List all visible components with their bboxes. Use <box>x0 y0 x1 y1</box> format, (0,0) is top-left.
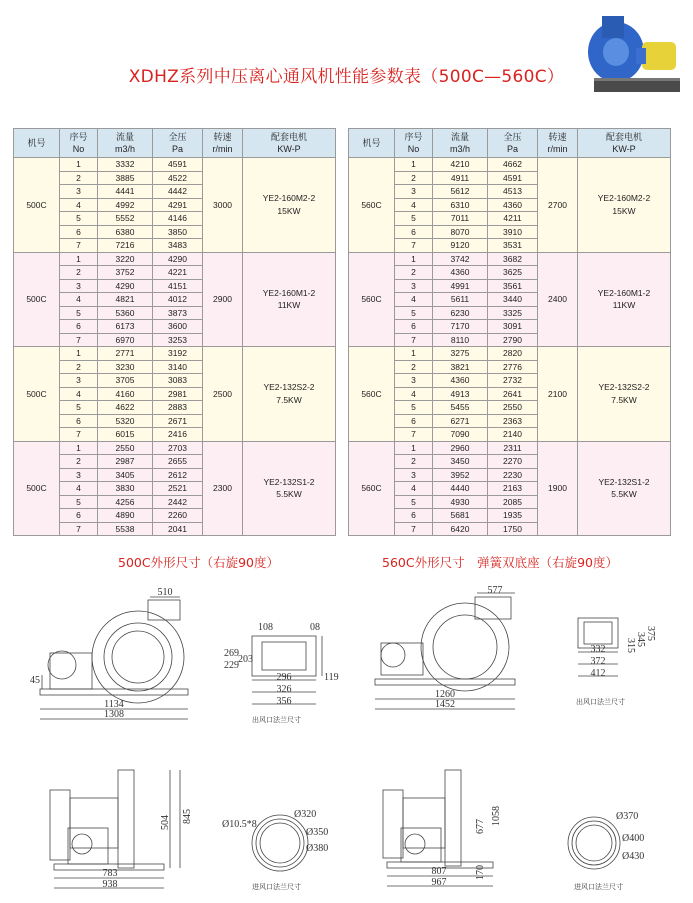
speed-cell: 2400 <box>538 252 578 347</box>
motor-power: 5.5KW <box>276 489 302 500</box>
header-no: 序号 No <box>60 129 98 158</box>
flow-cell: 4256 <box>98 495 153 509</box>
dim-500-08: 08 <box>310 622 320 633</box>
flow-cell: 5455 <box>433 401 488 415</box>
flow-cell: 2960 <box>433 441 488 455</box>
no-cell: 2 <box>395 455 433 469</box>
pressure-cell: 2230 <box>488 468 538 482</box>
flow-cell: 7011 <box>433 212 488 226</box>
no-cell: 6 <box>60 320 98 334</box>
page-title: XDHZ系列中压离心通风机性能参数表（500C—560C） <box>128 67 565 87</box>
dim-500-504: 504 <box>160 815 171 830</box>
machine-cell: 560C <box>349 441 395 536</box>
pressure-cell: 2550 <box>488 401 538 415</box>
motor-power: 11KW <box>277 300 301 311</box>
motor-power: 11KW <box>612 300 636 311</box>
flow-cell: 5538 <box>98 522 153 536</box>
pressure-cell: 4442 <box>153 185 203 199</box>
no-cell: 4 <box>60 482 98 496</box>
speed-cell: 2100 <box>538 347 578 442</box>
flow-cell: 7216 <box>98 239 153 253</box>
table-row <box>349 252 671 266</box>
flow-cell: 4360 <box>433 374 488 388</box>
dim-500-108: 108 <box>258 622 273 633</box>
table-body-left <box>14 158 336 536</box>
pressure-cell: 3625 <box>488 266 538 280</box>
drawing-560c-outlet-flange <box>568 612 688 712</box>
pressure-cell: 2416 <box>153 428 203 442</box>
flow-cell: 7170 <box>433 320 488 334</box>
flow-cell: 2987 <box>98 455 153 469</box>
no-cell: 4 <box>60 198 98 212</box>
dim-500-119: 119 <box>324 672 339 683</box>
no-cell: 3 <box>395 374 433 388</box>
dim-560-372: 372 <box>590 656 606 667</box>
no-cell: 6 <box>60 509 98 523</box>
label-560-outlet: 出风口法兰尺寸 <box>576 698 625 706</box>
label-500-outlet: 出风口法兰尺寸 <box>252 716 301 724</box>
no-cell: 4 <box>395 293 433 307</box>
pressure-cell: 2311 <box>488 441 538 455</box>
pressure-cell: 3910 <box>488 225 538 239</box>
pressure-cell: 3253 <box>153 333 203 347</box>
header-pressure: 全压 Pa <box>153 129 203 158</box>
flow-cell: 4991 <box>433 279 488 293</box>
pressure-cell: 2671 <box>153 414 203 428</box>
no-cell: 1 <box>60 347 98 361</box>
pressure-cell: 2140 <box>488 428 538 442</box>
flow-cell: 4821 <box>98 293 153 307</box>
pressure-cell: 4151 <box>153 279 203 293</box>
pressure-cell: 4291 <box>153 198 203 212</box>
dim-560-315: 315 <box>625 638 636 653</box>
table-row <box>14 347 336 361</box>
machine-cell: 500C <box>14 158 60 253</box>
motor-power: 7.5KW <box>276 394 302 405</box>
no-cell: 3 <box>395 185 433 199</box>
no-cell: 6 <box>60 414 98 428</box>
flow-cell: 4911 <box>433 171 488 185</box>
no-cell: 5 <box>60 306 98 320</box>
pressure-cell: 3192 <box>153 347 203 361</box>
no-cell: 6 <box>395 225 433 239</box>
flow-cell: 6970 <box>98 333 153 347</box>
flow-cell: 6230 <box>433 306 488 320</box>
no-cell: 1 <box>60 158 98 172</box>
pressure-cell: 4221 <box>153 266 203 280</box>
drawing-560c-side <box>375 768 530 893</box>
pressure-cell: 2085 <box>488 495 538 509</box>
no-cell: 5 <box>60 401 98 415</box>
motor-model: YE2-160M2-2 <box>262 193 316 204</box>
no-cell: 3 <box>395 468 433 482</box>
dim-500-326: 326 <box>276 684 292 695</box>
flow-cell: 3405 <box>98 468 153 482</box>
header-flow: 流量 m3/h <box>98 129 153 158</box>
pressure-cell: 3440 <box>488 293 538 307</box>
dim-500-1308: 1308 <box>104 709 124 720</box>
drawing-500c-outlet-flange <box>222 618 342 728</box>
dim-560-1452: 1452 <box>435 699 455 710</box>
flow-cell: 5552 <box>98 212 153 226</box>
drawing-500c-front <box>30 585 195 725</box>
pressure-cell: 2270 <box>488 455 538 469</box>
machine-cell: 560C <box>349 252 395 347</box>
no-cell: 5 <box>395 306 433 320</box>
pressure-cell: 3682 <box>488 252 538 266</box>
pressure-cell: 2363 <box>488 414 538 428</box>
flow-cell: 6310 <box>433 198 488 212</box>
pressure-cell: 3561 <box>488 279 538 293</box>
no-cell: 2 <box>395 266 433 280</box>
dim-500-938: 938 <box>102 879 118 890</box>
header-speed: 转速 r/min <box>203 129 243 158</box>
motor-cell <box>243 441 336 536</box>
flow-cell: 4890 <box>98 509 153 523</box>
pressure-cell: 4522 <box>153 171 203 185</box>
pressure-cell: 3600 <box>153 320 203 334</box>
pressure-cell: 2442 <box>153 495 203 509</box>
no-cell: 2 <box>60 171 98 185</box>
performance-table-500c <box>13 128 336 536</box>
motor-cell <box>243 158 336 253</box>
no-cell: 6 <box>395 414 433 428</box>
machine-cell: 500C <box>14 252 60 347</box>
drawing-560c-front <box>365 585 530 725</box>
motor-model: YE2-132S2-2 <box>598 382 650 393</box>
flow-cell: 4360 <box>433 266 488 280</box>
pressure-cell: 1935 <box>488 509 538 523</box>
pressure-cell: 4360 <box>488 198 538 212</box>
fan-product-image <box>584 12 684 98</box>
pressure-cell: 4513 <box>488 185 538 199</box>
no-cell: 1 <box>395 158 433 172</box>
motor-cell <box>578 347 671 442</box>
table-row <box>14 158 336 172</box>
flow-cell: 4930 <box>433 495 488 509</box>
pressure-cell: 2820 <box>488 347 538 361</box>
no-cell: 7 <box>395 239 433 253</box>
motor-model: YE2-132S2-2 <box>263 382 315 393</box>
dim-500-d350: Ø350 <box>306 827 329 838</box>
flow-cell: 4210 <box>433 158 488 172</box>
flow-cell: 8110 <box>433 333 488 347</box>
flow-cell: 8070 <box>433 225 488 239</box>
dim-500-d320: Ø320 <box>294 809 317 820</box>
pressure-cell: 2732 <box>488 374 538 388</box>
flow-cell: 6420 <box>433 522 488 536</box>
pressure-cell: 4211 <box>488 212 538 226</box>
motor-cell <box>243 252 336 347</box>
no-cell: 1 <box>60 441 98 455</box>
machine-cell: 560C <box>349 347 395 442</box>
table-row <box>349 158 671 172</box>
flow-cell: 3275 <box>433 347 488 361</box>
dim-500-845: 845 <box>182 809 193 824</box>
dim-560-170: 170 <box>475 865 486 880</box>
flow-cell: 5360 <box>98 306 153 320</box>
table-row <box>14 441 336 455</box>
dim-500-203: 203 <box>238 654 253 665</box>
flow-cell: 5320 <box>98 414 153 428</box>
no-cell: 7 <box>395 428 433 442</box>
no-cell: 4 <box>60 387 98 401</box>
flow-cell: 4992 <box>98 198 153 212</box>
dim-560-412: 412 <box>590 668 606 679</box>
flow-cell: 5681 <box>433 509 488 523</box>
caption-560c: 560C外形尺寸 弹簧双底座（右旋90度） <box>382 555 618 570</box>
dim-500-296: 296 <box>276 672 292 683</box>
dim-500-top: 510 <box>157 587 173 598</box>
flow-cell: 4913 <box>433 387 488 401</box>
pressure-cell: 2703 <box>153 441 203 455</box>
motor-model: YE2-160M1-2 <box>597 287 651 298</box>
pressure-cell: 4591 <box>153 158 203 172</box>
pressure-cell: 4591 <box>488 171 538 185</box>
no-cell: 1 <box>395 441 433 455</box>
no-cell: 2 <box>60 360 98 374</box>
no-cell: 4 <box>395 482 433 496</box>
machine-cell: 500C <box>14 347 60 442</box>
no-cell: 7 <box>60 428 98 442</box>
pressure-cell: 3873 <box>153 306 203 320</box>
no-cell: 2 <box>60 266 98 280</box>
no-cell: 3 <box>60 185 98 199</box>
pressure-cell: 3325 <box>488 306 538 320</box>
header-motor: 配套电机 KW-P <box>243 129 336 158</box>
no-cell: 4 <box>395 198 433 212</box>
speed-cell: 2700 <box>538 158 578 253</box>
dim-560-807: 807 <box>431 866 447 877</box>
caption-500c: 500C外形尺寸（右旋90度） <box>118 555 279 570</box>
speed-cell: 2900 <box>203 252 243 347</box>
no-cell: 2 <box>395 171 433 185</box>
flow-cell: 3821 <box>433 360 488 374</box>
dim-560-d400: Ø400 <box>622 833 645 844</box>
header-motor: 配套电机 KW-P <box>578 129 671 158</box>
motor-power: 5.5KW <box>611 489 637 500</box>
label-560-inlet: 进风口法兰尺寸 <box>574 883 623 891</box>
dim-560-375: 375 <box>645 626 656 641</box>
motor-model: YE2-160M2-2 <box>597 193 651 204</box>
no-cell: 1 <box>395 252 433 266</box>
no-cell: 2 <box>395 360 433 374</box>
speed-cell: 2300 <box>203 441 243 536</box>
motor-model: YE2-132S1-2 <box>598 476 650 487</box>
pressure-cell: 2883 <box>153 401 203 415</box>
flow-cell: 2771 <box>98 347 153 361</box>
pressure-cell: 2163 <box>488 482 538 496</box>
no-cell: 6 <box>395 509 433 523</box>
dim-560-345: 345 <box>635 632 646 647</box>
flow-cell: 3220 <box>98 252 153 266</box>
header-machine: 机号 <box>14 129 60 158</box>
flow-cell: 6015 <box>98 428 153 442</box>
flow-cell: 4160 <box>98 387 153 401</box>
no-cell: 2 <box>60 455 98 469</box>
no-cell: 4 <box>60 293 98 307</box>
dim-500-1134: 1134 <box>104 699 124 710</box>
pressure-cell: 2521 <box>153 482 203 496</box>
pressure-cell: 4012 <box>153 293 203 307</box>
pressure-cell: 2655 <box>153 455 203 469</box>
flow-cell: 4440 <box>433 482 488 496</box>
no-cell: 5 <box>395 495 433 509</box>
flow-cell: 2550 <box>98 441 153 455</box>
pressure-cell: 2776 <box>488 360 538 374</box>
dim-560-967: 967 <box>431 877 447 888</box>
pressure-cell: 2641 <box>488 387 538 401</box>
flow-cell: 3752 <box>98 266 153 280</box>
flow-cell: 3230 <box>98 360 153 374</box>
dim-500-783: 783 <box>102 868 118 879</box>
flow-cell: 4622 <box>98 401 153 415</box>
flow-cell: 3952 <box>433 468 488 482</box>
no-cell: 7 <box>60 239 98 253</box>
motor-cell <box>243 347 336 442</box>
flow-cell: 3450 <box>433 455 488 469</box>
dim-500-d380: Ø380 <box>306 843 329 854</box>
no-cell: 1 <box>60 252 98 266</box>
speed-cell: 1900 <box>538 441 578 536</box>
dim-560-1260: 1260 <box>435 689 455 700</box>
motor-power: 15KW <box>277 205 301 216</box>
no-cell: 6 <box>395 320 433 334</box>
dim-560-677: 677 <box>475 819 486 834</box>
drawing-560c-inlet-flange <box>560 805 680 895</box>
pressure-cell: 2612 <box>153 468 203 482</box>
no-cell: 5 <box>60 495 98 509</box>
flow-cell: 6380 <box>98 225 153 239</box>
table-body-right <box>349 158 671 536</box>
motor-power: 7.5KW <box>611 394 637 405</box>
pressure-cell: 2790 <box>488 333 538 347</box>
flow-cell: 6271 <box>433 414 488 428</box>
flow-cell: 3885 <box>98 171 153 185</box>
dim-500-45: 45 <box>30 675 40 686</box>
motor-cell <box>578 158 671 253</box>
no-cell: 1 <box>395 347 433 361</box>
table-row <box>349 441 671 455</box>
pressure-cell: 3850 <box>153 225 203 239</box>
pressure-cell: 3083 <box>153 374 203 388</box>
flow-cell: 5611 <box>433 293 488 307</box>
pressure-cell: 2041 <box>153 522 203 536</box>
no-cell: 7 <box>60 522 98 536</box>
dim-560-332: 332 <box>590 644 606 655</box>
dim-500-356: 356 <box>276 696 292 707</box>
pressure-cell: 3091 <box>488 320 538 334</box>
pressure-cell: 2981 <box>153 387 203 401</box>
motor-model: YE2-160M1-2 <box>262 287 316 298</box>
dim-560-d370: Ø370 <box>616 811 639 822</box>
pressure-cell: 4662 <box>488 158 538 172</box>
no-cell: 5 <box>395 212 433 226</box>
dim-560-d430: Ø430 <box>622 851 645 862</box>
flow-cell: 3705 <box>98 374 153 388</box>
no-cell: 3 <box>395 279 433 293</box>
no-cell: 6 <box>60 225 98 239</box>
dim-500-269: 269 <box>224 648 239 659</box>
no-cell: 7 <box>395 522 433 536</box>
no-cell: 3 <box>60 374 98 388</box>
machine-cell: 500C <box>14 441 60 536</box>
no-cell: 3 <box>60 279 98 293</box>
label-500-inlet: 进风口法兰尺寸 <box>252 883 301 891</box>
speed-cell: 3000 <box>203 158 243 253</box>
header-pressure: 全压 Pa <box>488 129 538 158</box>
dim-560-top: 577 <box>487 585 503 596</box>
flow-cell: 6173 <box>98 320 153 334</box>
pressure-cell: 1750 <box>488 522 538 536</box>
motor-cell <box>578 441 671 536</box>
flow-cell: 7090 <box>433 428 488 442</box>
header-speed: 转速 r/min <box>538 129 578 158</box>
header-flow: 流量 m3/h <box>433 129 488 158</box>
no-cell: 3 <box>60 468 98 482</box>
flow-cell: 3332 <box>98 158 153 172</box>
motor-cell <box>578 252 671 347</box>
pressure-cell: 2260 <box>153 509 203 523</box>
machine-cell: 560C <box>349 158 395 253</box>
table-row <box>14 252 336 266</box>
pressure-cell: 3531 <box>488 239 538 253</box>
flow-cell: 4441 <box>98 185 153 199</box>
header-no: 序号 No <box>395 129 433 158</box>
header-machine: 机号 <box>349 129 395 158</box>
pressure-cell: 4146 <box>153 212 203 226</box>
dim-560-1058: 1058 <box>491 806 502 826</box>
flow-cell: 9120 <box>433 239 488 253</box>
performance-table-560c <box>348 128 671 536</box>
dim-500-229: 229 <box>224 660 239 671</box>
speed-cell: 2500 <box>203 347 243 442</box>
pressure-cell: 4290 <box>153 252 203 266</box>
no-cell: 5 <box>60 212 98 226</box>
flow-cell: 3742 <box>433 252 488 266</box>
no-cell: 7 <box>395 333 433 347</box>
flow-cell: 3830 <box>98 482 153 496</box>
table-row <box>349 347 671 361</box>
drawing-500c-inlet-flange <box>222 805 342 895</box>
no-cell: 7 <box>60 333 98 347</box>
pressure-cell: 3483 <box>153 239 203 253</box>
no-cell: 5 <box>395 401 433 415</box>
flow-cell: 5612 <box>433 185 488 199</box>
pressure-cell: 3140 <box>153 360 203 374</box>
motor-power: 15KW <box>612 205 636 216</box>
motor-model: YE2-132S1-2 <box>263 476 315 487</box>
drawing-500c-side <box>40 768 195 893</box>
no-cell: 4 <box>395 387 433 401</box>
dim-500-hole: Ø10.5*8 <box>222 819 257 830</box>
flow-cell: 4290 <box>98 279 153 293</box>
